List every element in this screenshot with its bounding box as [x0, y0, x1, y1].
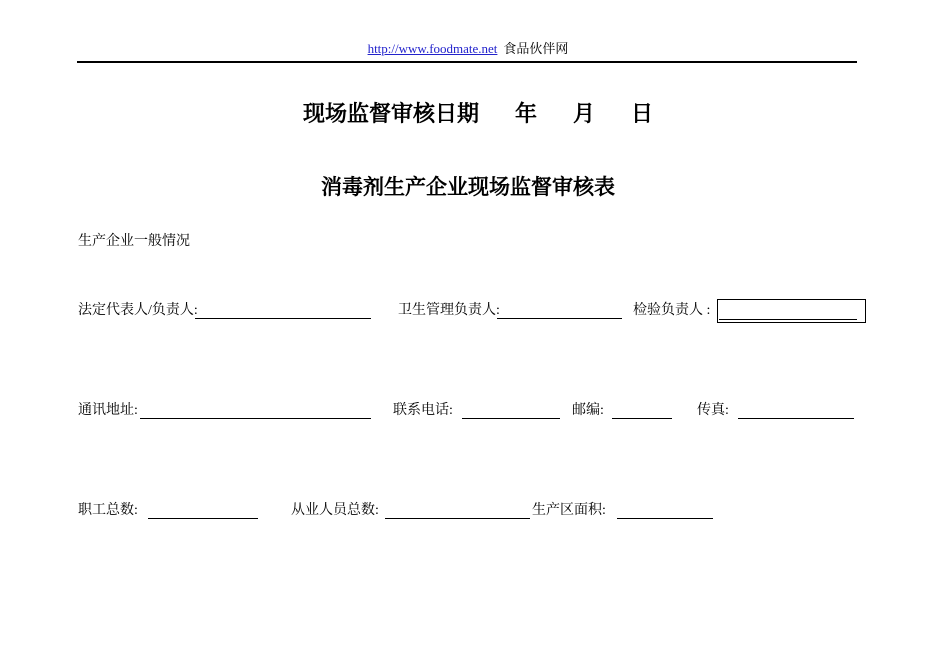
legal-representative-label: 法定代表人/负责人: — [78, 303, 198, 318]
form-title: 消毒剂生产企业现场监督审核表 — [321, 175, 615, 199]
day-label: 日 — [631, 101, 654, 126]
audit-date-title — [303, 101, 653, 127]
fax-label: 传真: — [697, 403, 729, 418]
site-name: 食品伙伴网 — [503, 41, 569, 56]
header-rule — [77, 61, 857, 63]
postal-code-blank[interactable] — [612, 402, 672, 419]
contact-phone-blank[interactable] — [462, 402, 560, 419]
total-employees-blank[interactable] — [385, 502, 530, 519]
section-heading: 生产企业一般情况 — [78, 234, 190, 249]
contact-phone-label: 联系电话: — [393, 403, 453, 418]
audit-date-label: 现场监督审核日期 — [303, 101, 480, 126]
hygiene-manager-label: 卫生管理负责人: — [398, 303, 500, 318]
total-staff-blank[interactable] — [148, 502, 258, 519]
production-area-blank[interactable] — [617, 502, 713, 519]
total-staff-label: 职工总数: — [78, 503, 138, 518]
inspection-manager-label: 检验负责人 : — [633, 303, 711, 318]
page-header — [0, 41, 936, 57]
year-label: 年 — [515, 101, 538, 126]
total-employees-label: 从业人员总数: — [291, 503, 379, 518]
month-label: 月 — [573, 101, 596, 126]
inspection-manager-blank[interactable] — [719, 319, 857, 320]
mailing-address-label: 通讯地址: — [78, 403, 138, 418]
hygiene-manager-blank[interactable] — [497, 302, 622, 319]
foodmate-link[interactable]: http://www.foodmate.net — [367, 41, 498, 56]
production-area-label: 生产区面积: — [532, 503, 606, 518]
inspection-manager-box[interactable] — [717, 299, 866, 323]
mailing-address-blank[interactable] — [140, 402, 371, 419]
fax-blank[interactable] — [738, 402, 854, 419]
legal-representative-blank[interactable] — [195, 302, 371, 319]
postal-code-label: 邮编: — [572, 403, 604, 418]
